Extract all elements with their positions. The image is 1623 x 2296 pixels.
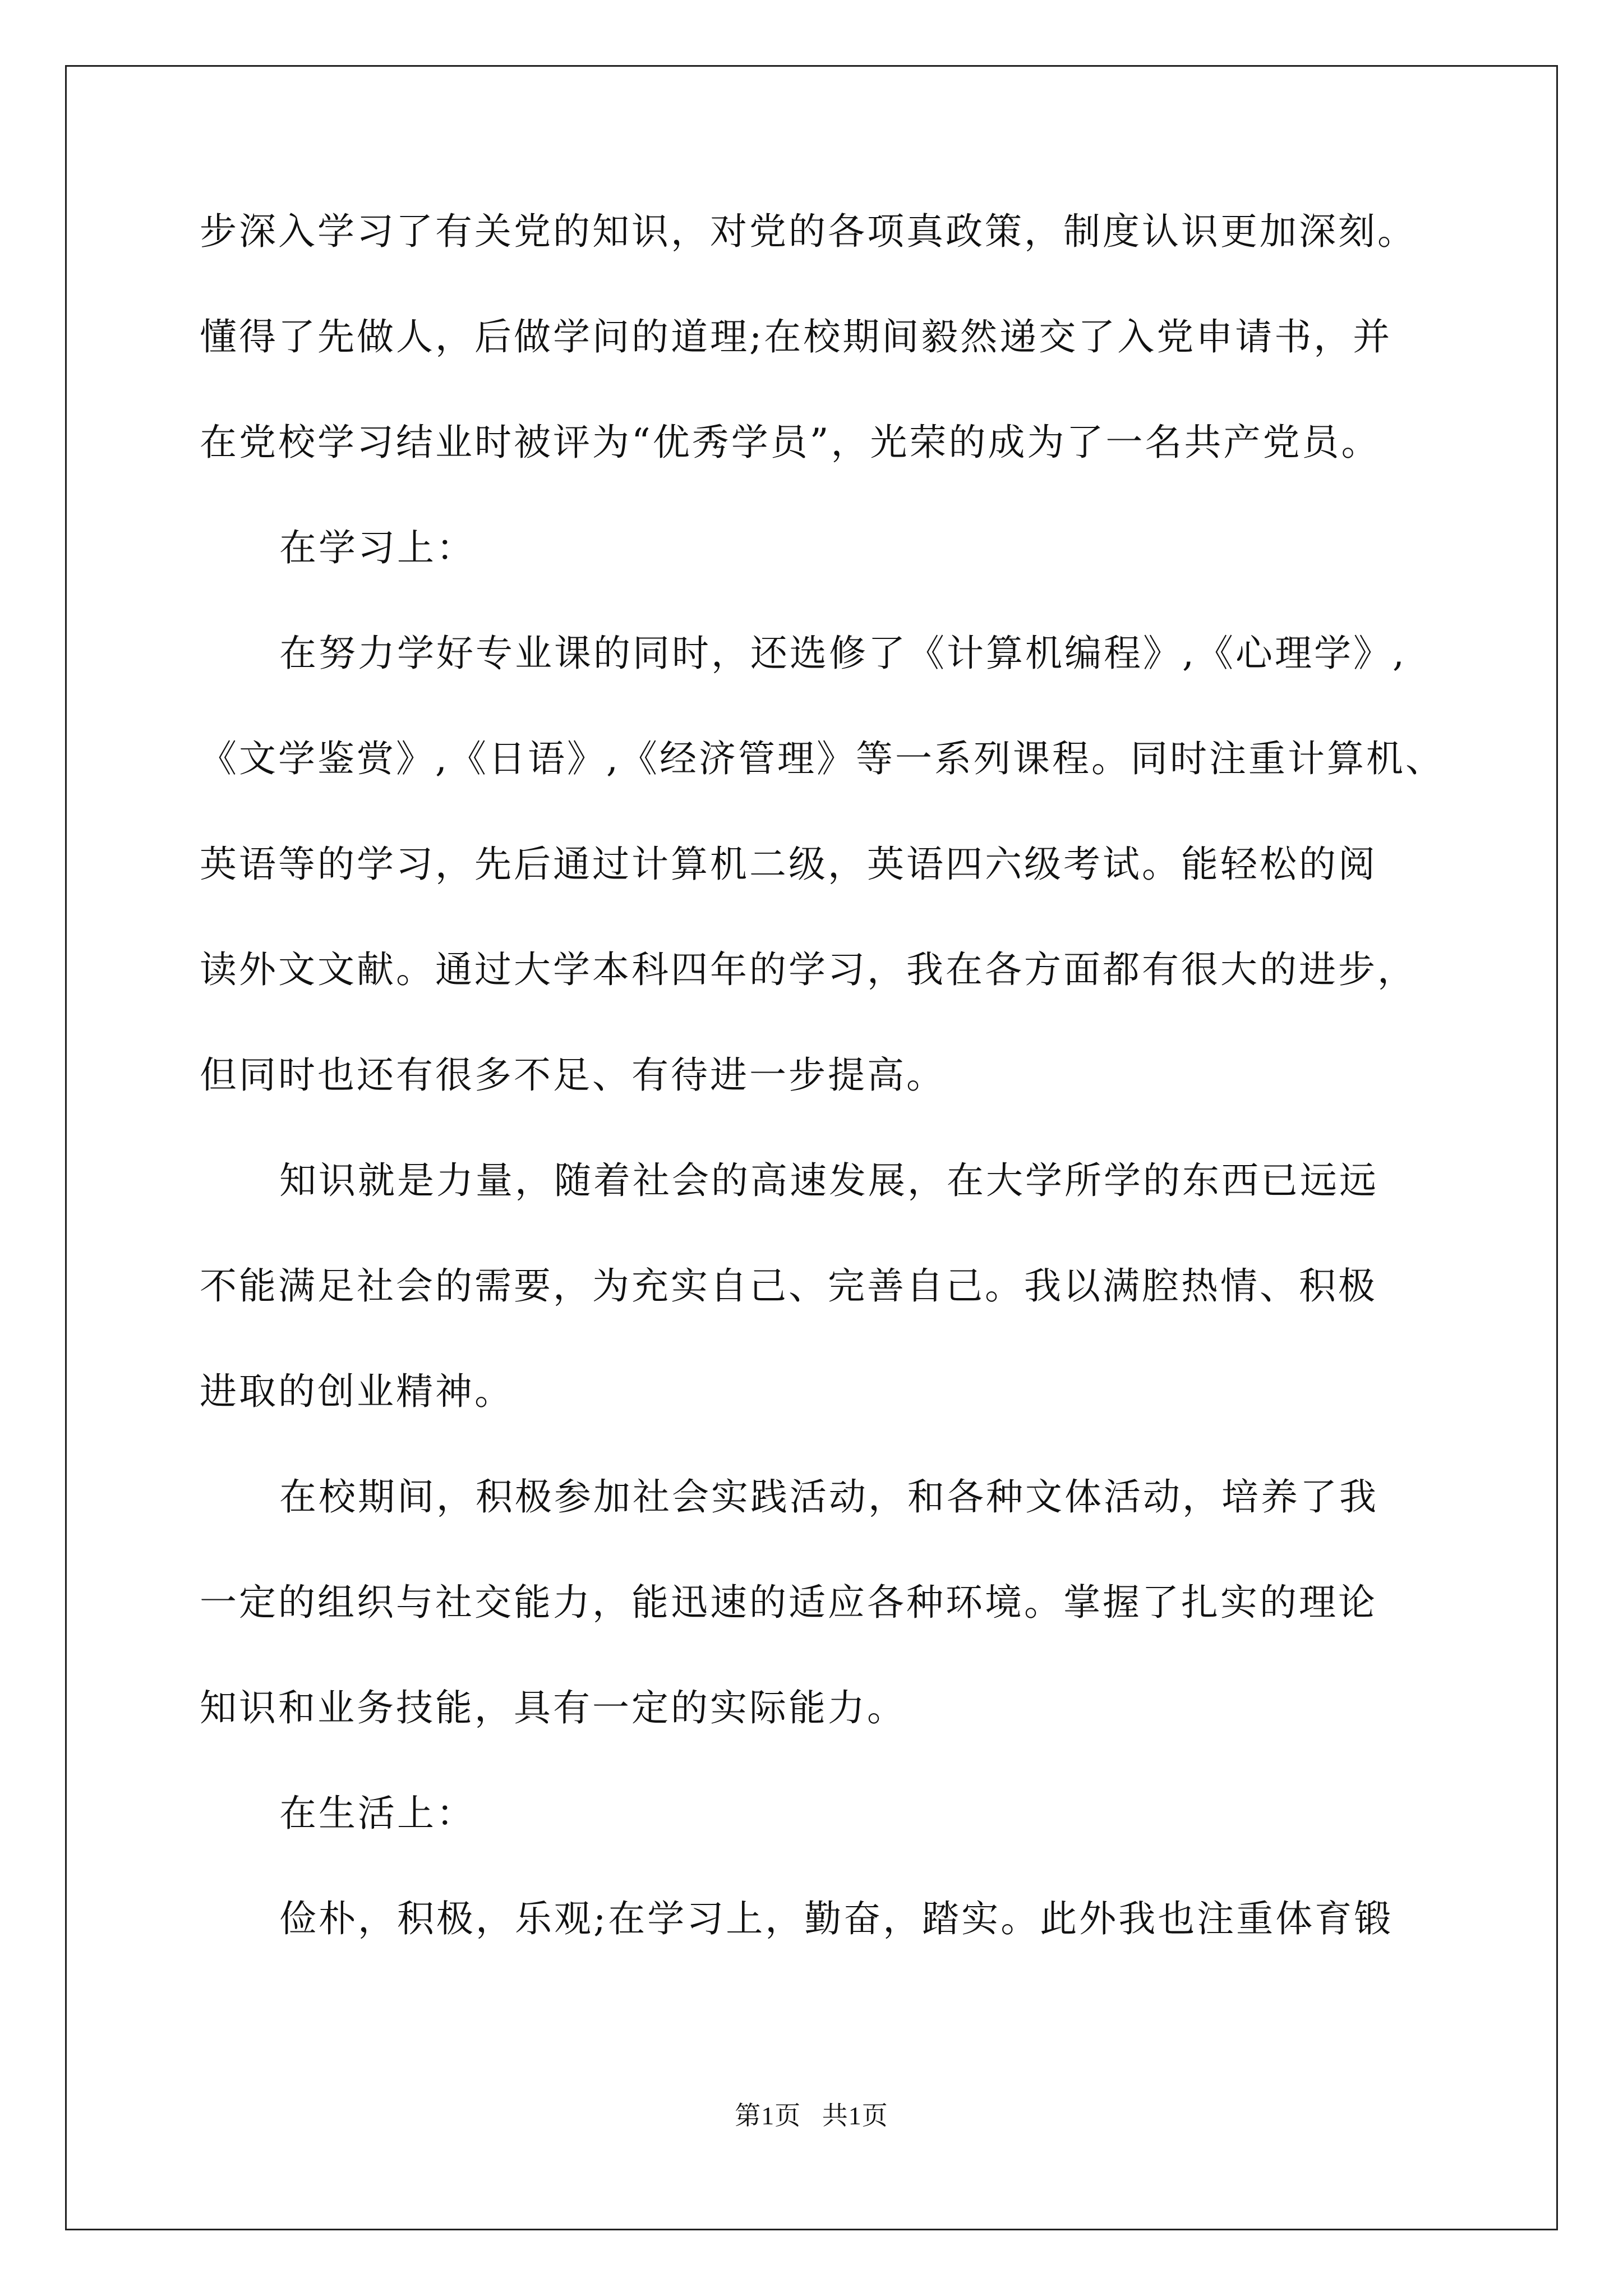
text-line: 英语等的学习，先后通过计算机二级，英语四六级考试。能轻松的阅 — [200, 843, 1377, 886]
page-footer: 第1页 共1页 — [735, 2101, 888, 2130]
text-line: 在党校学习结业时被评为“优秀学员”，光荣的成为了一名共产党员。 — [200, 421, 1381, 464]
text-line: 读外文文献。通过大学本科四年的学习，我在各方面都有很大的进步， — [200, 948, 1417, 991]
text-line: 在努力学好专业课的同时，还选修了《计算机编程》,《心理学》, — [279, 632, 1407, 675]
text-line: 《文学鉴赏》,《日语》,《经济管理》等一系列课程。同时注重计算机、 — [200, 737, 1445, 780]
section-heading-life: 在生活上： — [279, 1792, 476, 1835]
text-line: 不能满足社会的需要，为充实自己、完善自己。我以满腔热情、积极 — [200, 1264, 1377, 1308]
text-line: 但同时也还有很多不足、有待进一步提高。 — [200, 1053, 946, 1097]
section-heading-study: 在学习上： — [279, 526, 476, 569]
text-line: 俭朴，积极，乐观;在学习上，勤奋，踏实。此外我也注重体育锻 — [279, 1897, 1394, 1940]
text-line: 懂得了先做人，后做学问的道理;在校期间毅然递交了入党申请书，并 — [200, 315, 1393, 358]
text-line: 进取的创业精神。 — [200, 1370, 514, 1413]
text-line: 在校期间，积极参加社会实践活动，和各种文体活动，培养了我 — [279, 1475, 1378, 1519]
text-line: 知识就是力量，随着社会的高速发展，在大学所学的东西已远远 — [279, 1159, 1378, 1202]
document-body — [200, 210, 1445, 2006]
text-line: 知识和业务技能，具有一定的实际能力。 — [200, 1686, 906, 1729]
text-line: 步深入学习了有关党的知识，对党的各项真政策，制度认识更加深刻。 — [200, 210, 1417, 253]
text-line: 一定的组织与社交能力，能迅速的适应各种环境。掌握了扎实的理论 — [200, 1581, 1377, 1624]
